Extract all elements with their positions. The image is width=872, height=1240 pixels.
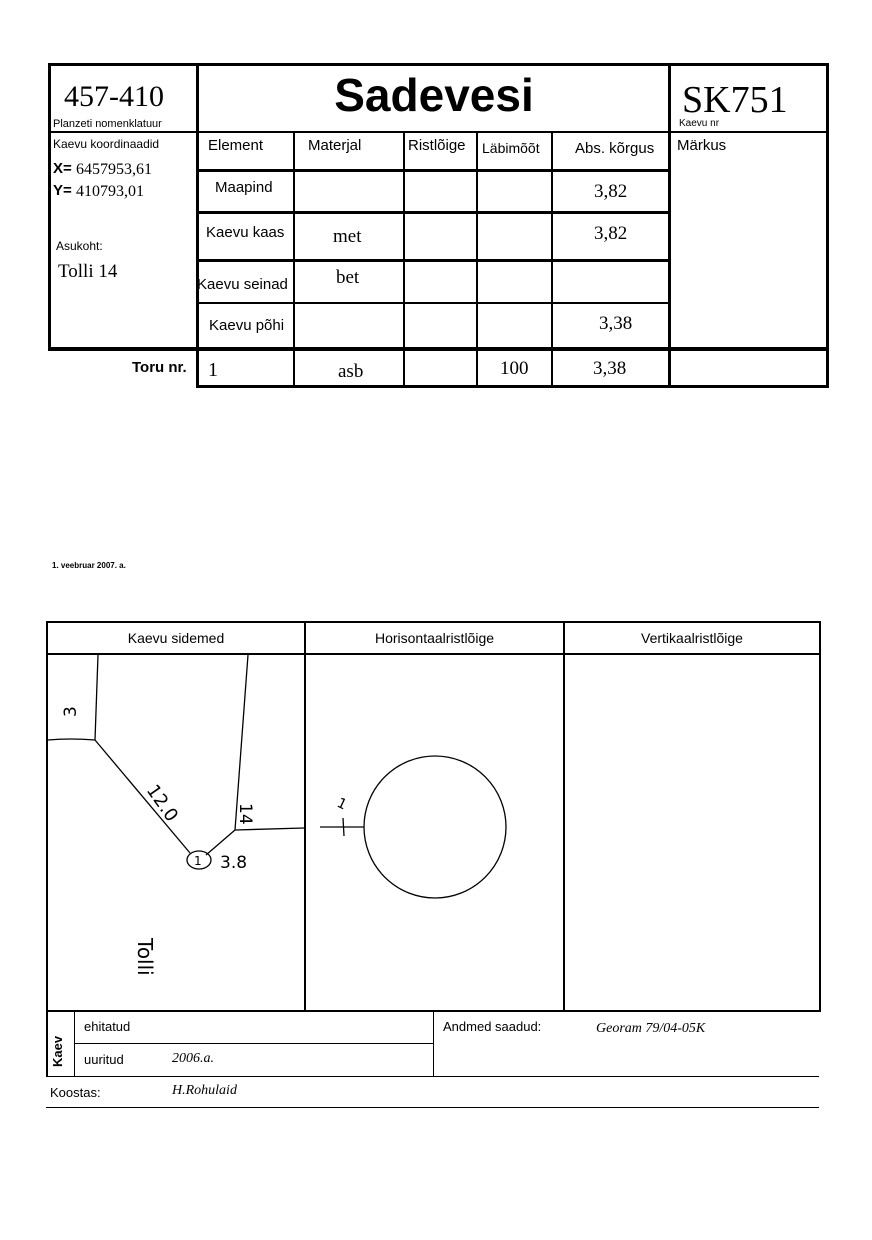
sketch-header-horizontal: Horisontaalristlõige [374,630,495,646]
x-label: X= [53,160,72,177]
measured-value: 2006.a. [172,1051,214,1066]
row-element: Maapind [215,179,273,196]
row-material: met [333,226,362,247]
col-header-diameter: Läbimõõt [482,140,540,156]
road-line [95,655,98,740]
pipe-diameter: 100 [500,358,529,379]
pipe-line-diagonal [95,740,190,853]
built-label: ehitatud [84,1019,131,1034]
pipe-line-connector [206,830,235,855]
row-element: Kaevu seinad [197,276,288,293]
annotation-well-mark: 1 [194,854,202,868]
footer-kaev-divider [74,1011,75,1077]
road-line [48,739,95,740]
annotation-right-length: 14 [235,803,255,825]
col-header-material: Materjal [308,137,362,154]
pipe-line-right [235,828,304,830]
kaev-label: Kaev [50,1035,65,1067]
pipe-number: 1 [208,359,218,381]
footer-line-1 [46,1076,819,1077]
row-element: Kaevu kaas [206,224,285,241]
y-label: Y= [53,182,72,199]
coords-label: Kaevu koordinaadid [53,137,160,151]
sketch-header-vertical: Vertikaalristlõige [641,630,743,646]
annotation-top-left: 3 [61,706,81,717]
footer-row-line [74,1043,434,1044]
well-circle-icon [364,756,506,898]
location-value: Tolli 14 [58,261,118,282]
author-label: Koostas: [50,1085,101,1100]
col-header-abs-height: Abs. kõrgus [575,140,655,157]
pipe-material: asb [338,361,364,382]
source-value: Georam 79/04-05K [596,1021,706,1036]
sketch-header-connections: Kaevu sidemed [127,630,225,646]
pipe-height: 3,38 [593,358,627,379]
row-height: 3,82 [594,181,628,202]
row-element: Kaevu põhi [209,317,285,334]
x-value: 6457953,61 [76,161,152,178]
nomenclature-label: Planzeti nomenklatuur [53,118,162,130]
col-header-element: Element [208,137,264,154]
y-value: 410793,01 [76,183,144,200]
footer-middle-divider [433,1011,434,1077]
pipe-label: Toru nr. [132,359,187,376]
horizontal-pipe-mark: 1 [334,795,350,814]
row-material: bet [336,267,360,288]
col-header-remarks: Märkus [677,137,727,154]
pipe-tick [343,818,344,836]
page-title: Sadevesi [334,69,534,121]
annotation-street-name: Tolli [133,938,157,976]
annotation-diagonal-length: 12.0 [141,780,183,826]
location-label: Asukoht: [56,239,103,253]
nomenclature-value: 457-410 [64,80,164,113]
footer-left-border [46,1011,48,1077]
well-number-label: Kaevu nr [679,118,720,129]
document-date: 1. veebruar 2007. a. [52,561,126,570]
annotation-height: 3.8 [220,853,248,873]
measured-label: uuritud [84,1052,124,1067]
source-label: Andmed saadud: [443,1019,542,1034]
well-number: SK751 [682,79,788,121]
row-height: 3,38 [599,313,633,334]
author-value: H.Rohulaid [172,1083,237,1098]
row-height: 3,82 [594,223,628,244]
col-header-cross-section: Ristlõige [408,137,466,154]
footer-line-2 [46,1107,819,1108]
